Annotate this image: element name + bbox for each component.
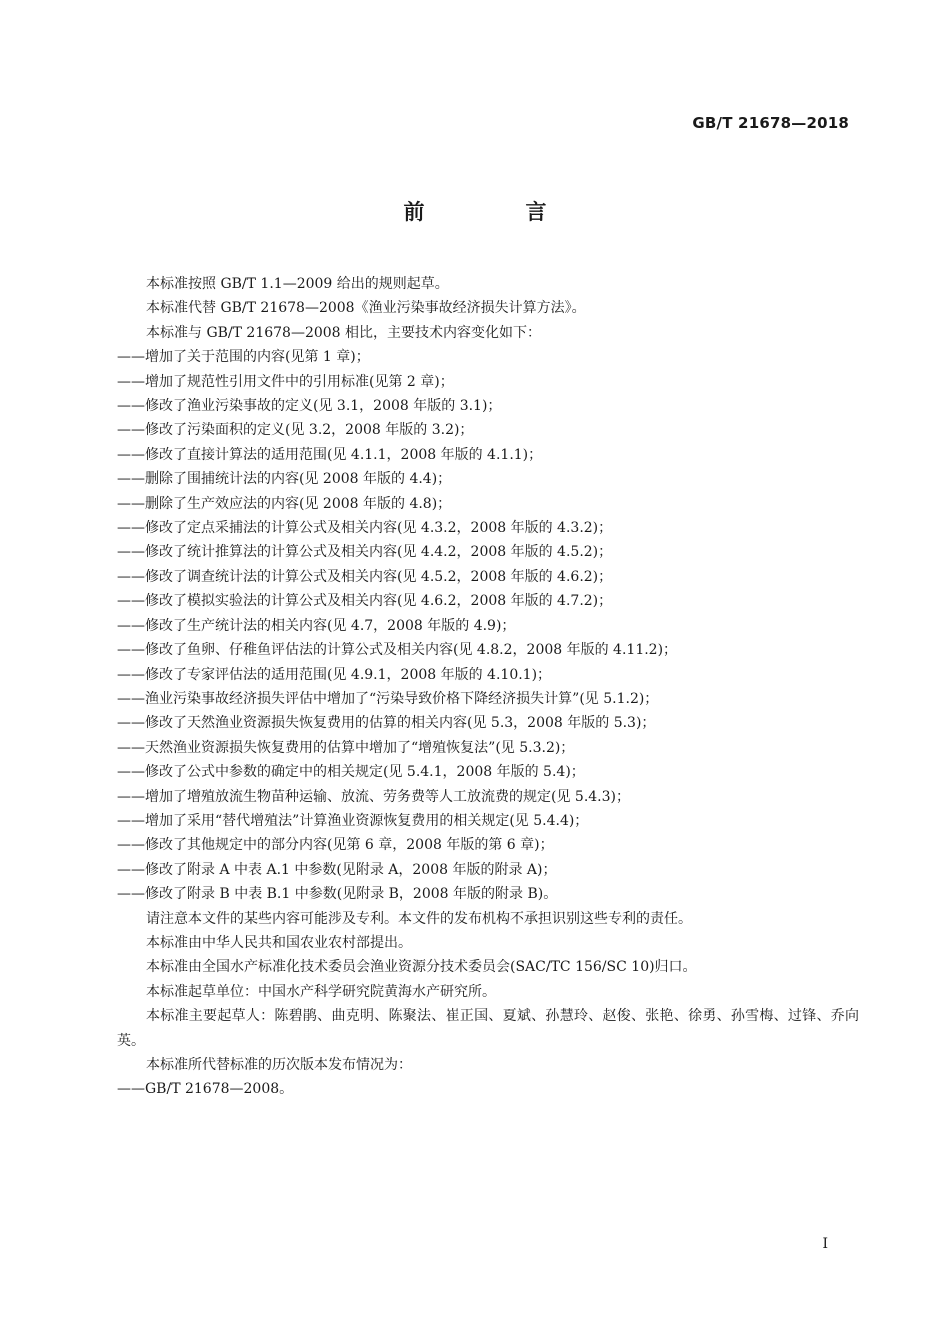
list-item: ——修改了直接计算法的适用范围(见 4.1.1，2008 年版的 4.1.1)；	[117, 446, 543, 463]
list-item: ——增加了采用“替代增殖法”计算渔业资源恢复费用的相关规定(见 5.4.4)；	[117, 812, 589, 829]
list-item: ——修改了天然渔业资源损失恢复费用的估算的相关内容(见 5.3，2008 年版的 5.3)；	[117, 715, 656, 732]
list-item: ——渔业污染事故经济损失评估中增加了“污染导致价格下降经济损失计算”(见 5.1.2)；	[117, 690, 659, 707]
list-item: ——修改了渔业污染事故的定义(见 3.1，2008 年版的 3.1)；	[117, 398, 502, 415]
list-item: ——增加了规范性引用文件中的引用标准(见第 2 章)；	[117, 373, 454, 390]
list-item: ——修改了调查统计法的计算公式及相关内容(见 4.5.2，2008 年版的 4.6.2)；	[117, 568, 613, 585]
list-item: ——天然渔业资源损失恢复费用的估算中增加了“增殖恢复法”(见 5.3.2)；	[117, 739, 575, 756]
change-list	[117, 345, 859, 906]
paragraph: 本标准主要起草人：陈碧鹃、曲克明、陈聚法、崔正国、夏斌、孙慧玲、赵俊、张艳、徐勇、孙雪梅、过锋、乔向英。	[117, 1008, 859, 1049]
document-body	[117, 272, 859, 1102]
list-item: ——修改了公式中参数的确定中的相关规定(见 5.4.1，2008 年版的 5.4)；	[117, 764, 585, 781]
standard-code: GB/T 21678—2018	[692, 114, 849, 132]
list-item: ——删除了围捕统计法的内容(见 2008 年版的 4.4)；	[117, 471, 452, 488]
paragraph: 本标准所代替标准的历次版本发布情况为：	[146, 1057, 412, 1073]
list-item: ——修改了鱼卵、仔稚鱼评估法的计算公式及相关内容(见 4.8.2，2008 年版的 4.11.2)；	[117, 642, 678, 659]
paragraph: 本标准与 GB/T 21678—2008 相比，主要技术内容变化如下：	[146, 324, 542, 341]
paragraph: 本标准起草单位：中国水产科学研究院黄海水产研究所。	[146, 983, 496, 1000]
paragraph: 本标准由全国水产标准化技术委员会渔业资源分技术委员会(SAC/TC 156/SC 10)归口。	[146, 959, 697, 976]
list-item: ——GB/T 21678—2008。	[117, 1081, 294, 1098]
list-item: ——修改了专家评估法的适用范围(见 4.9.1，2008 年版的 4.10.1)；	[117, 666, 552, 683]
list-item: ——修改了定点采捕法的计算公式及相关内容(见 4.3.2，2008 年版的 4.3.2)；	[117, 520, 613, 537]
page-number: I	[822, 1236, 828, 1252]
page-title: 前 言	[403, 200, 587, 224]
paragraph: 本标准代替 GB/T 21678—2008《渔业污染事故经济损失计算方法》。	[146, 300, 586, 317]
list-item: ——修改了其他规定中的部分内容(见第 6 章，2008 年版的第 6 章)；	[117, 837, 554, 854]
list-item: ——增加了关于范围的内容(见第 1 章)；	[117, 349, 370, 366]
list-item: ——删除了生产效应法的内容(见 2008 年版的 4.8)；	[117, 495, 452, 512]
list-item: ——修改了生产统计法的相关内容(见 4.7，2008 年版的 4.9)；	[117, 617, 516, 634]
list-item: ——修改了统计推算法的计算公式及相关内容(见 4.4.2，2008 年版的 4.5.2)；	[117, 544, 613, 561]
paragraph: 本标准由中华人民共和国农业农村部提出。	[146, 934, 412, 951]
paragraph: 请注意本文件的某些内容可能涉及专利。本文件的发布机构不承担识别这些专利的责任。	[146, 910, 692, 927]
list-item: ——修改了附录 A 中表 A.1 中参数(见附录 A，2008 年版的附录 A)；	[117, 861, 557, 878]
list-item: ——修改了污染面积的定义(见 3.2，2008 年版的 3.2)；	[117, 422, 474, 439]
list-item: ——修改了模拟实验法的计算公式及相关内容(见 4.6.2，2008 年版的 4.7.2)；	[117, 593, 613, 610]
list-item: ——增加了增殖放流生物苗种运输、放流、劳务费等人工放流费的规定(见 5.4.3)；	[117, 788, 630, 805]
paragraph: 本标准按照 GB/T 1.1—2009 给出的规则起草。	[146, 276, 449, 292]
list-item: ——修改了附录 B 中表 B.1 中参数(见附录 B，2008 年版的附录 B)。	[117, 886, 558, 903]
